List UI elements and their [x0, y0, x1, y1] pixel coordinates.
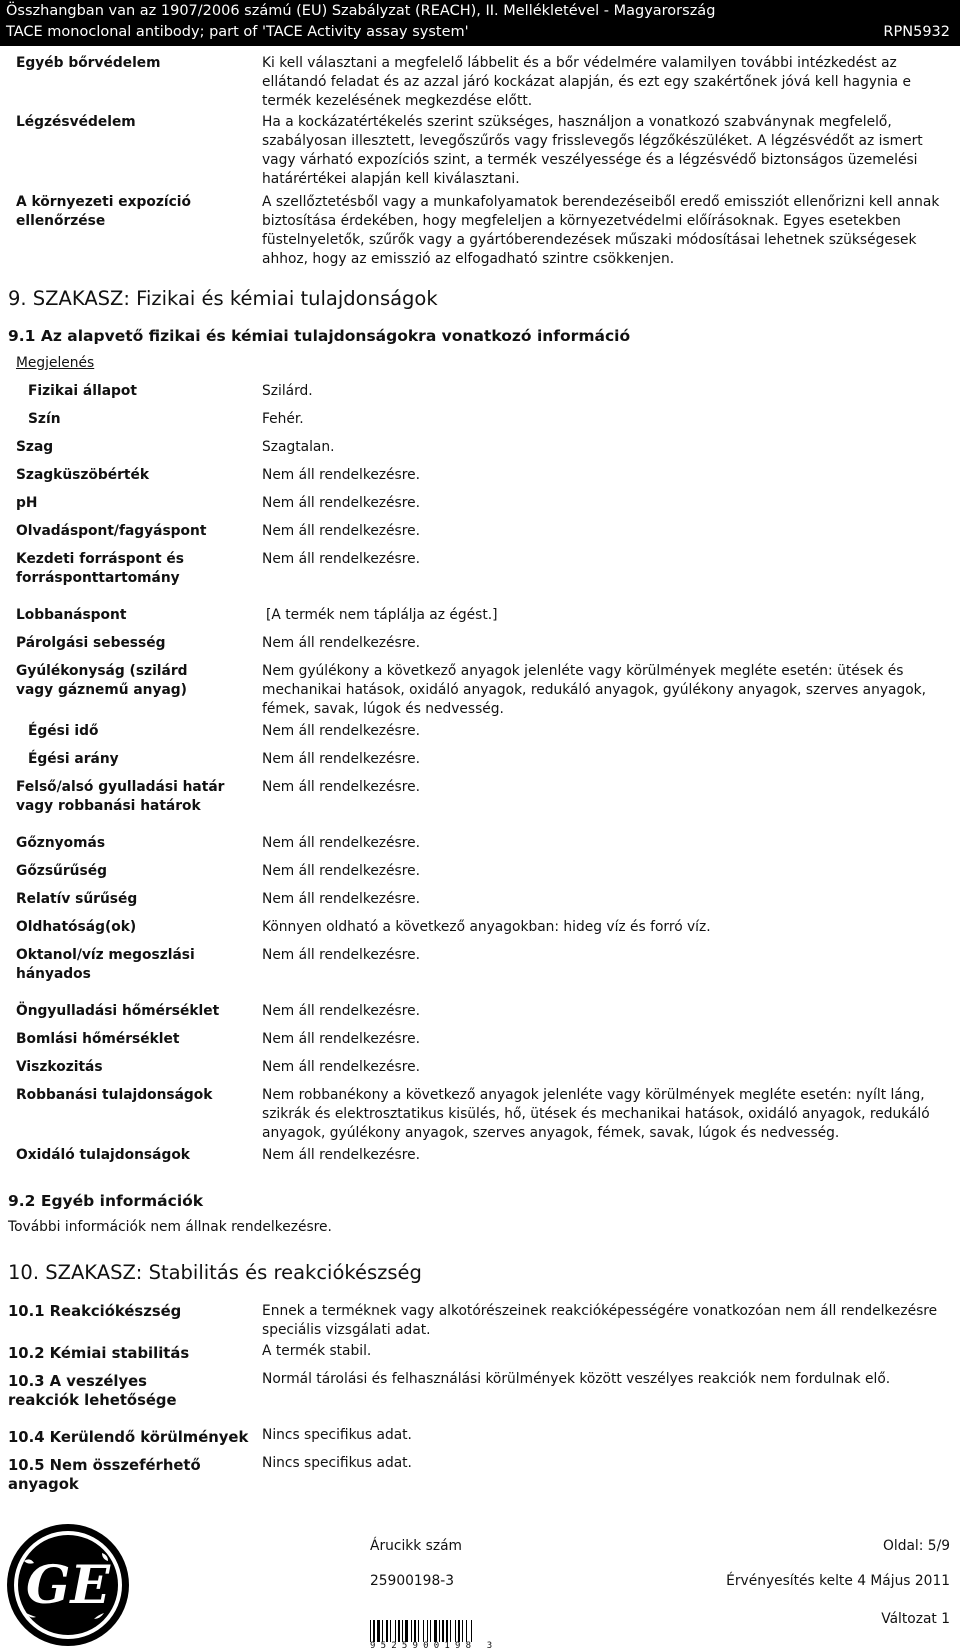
stability-value: Normál tárolási és felhasználási körülmények között veszélyes reakciók nem fordulnak elő. — [262, 1371, 891, 1387]
validity-date: Érvényesítés kelte 4 Május 2011 — [726, 1573, 950, 1589]
stability-label: 10.2 Kémiai stabilitás — [8, 1345, 190, 1362]
stability-label: 10.4 Kerülendő körülmények — [8, 1429, 249, 1446]
property-value: Nem áll rendelkezésre. — [262, 467, 420, 483]
stability-value: Nincs specifikus adat. — [262, 1427, 412, 1443]
stability-value: Nincs specifikus adat. — [262, 1455, 412, 1471]
property-value: Nem áll rendelkezésre. — [262, 1147, 420, 1163]
property-value: Nem áll rendelkezésre. — [262, 1003, 420, 1019]
property-label: Robbanási tulajdonságok — [16, 1087, 213, 1103]
respiratory-protection-label: Légzésvédelem — [16, 114, 136, 130]
property-label: Viszkozitás — [16, 1059, 103, 1075]
barcode-icon — [370, 1620, 510, 1642]
property-label: Öngyulladási hőmérséklet — [16, 1003, 220, 1019]
stability-label: 10.1 Reakciókészség — [8, 1303, 182, 1320]
property-value: Nem áll rendelkezésre. — [262, 891, 420, 907]
property-label: Fizikai állapot — [28, 383, 137, 399]
property-label: Gőzsűrűség — [16, 863, 107, 879]
property-value: Nem áll rendelkezésre. — [262, 835, 420, 851]
property-label: Felső/alsó gyulladási határ vagy robbanási határok — [16, 779, 225, 814]
property-label: Kezdeti forráspont és forrásponttartomány — [16, 551, 184, 586]
respiratory-protection-text: Ha a kockázatértékelés szerint szükséges, használjon a vonatkozó szabványnak megfelelő, szabályosan illesztett, levegőszűrős vagy frisslevegős légzőkészüléket. A légzésvédőt az ismert vagy várható expozíciós szint, a termék veszélyessége és a légzésvédő biztonságos üzemelési határértékei alapján kell kiválasztani. — [262, 114, 923, 187]
property-label: Olvadáspont/fagyáspont — [16, 523, 207, 539]
property-value: Szilárd. — [262, 383, 313, 399]
page-header — [0, 0, 960, 46]
property-value: [A termék nem táplálja az égést.] — [266, 607, 498, 623]
environmental-exposure-label: A környezeti expozíció ellenőrzése — [16, 194, 192, 229]
property-value: Nem robbanékony a következő anyagok jelenléte vagy körülmények megléte esetén: nyílt láng, szikrák és elektrosztatikus kisülés, hő, ütések és mechanikai hatások, oxidáló anyagok, redukáló anyagok, gyúlékony anyagok, szerves anyagok, fémek, savak, lúgok és nedvesség. — [262, 1087, 930, 1141]
property-label: Égési arány — [28, 751, 119, 767]
barcode-digits: 9525900198 3 — [370, 1641, 498, 1651]
property-label: Oldhatóság(ok) — [16, 919, 137, 935]
appearance-heading: Megjelenés — [16, 355, 95, 371]
product-code: RPN5932 — [883, 24, 950, 40]
version: Változat 1 — [881, 1611, 950, 1627]
property-value: Nem áll rendelkezésre. — [262, 751, 420, 767]
svg-text:GE: GE — [25, 1555, 111, 1616]
section-9-1-title: 9.1 Az alapvető fizikai és kémiai tulajdonságokra vonatkozó információ — [8, 327, 631, 345]
property-value: Fehér. — [262, 411, 304, 427]
property-value: Nem áll rendelkezésre. — [262, 635, 420, 651]
product-name: TACE monoclonal antibody; part of 'TACE Activity assay system' — [6, 24, 469, 40]
item-number: 25900198-3 — [370, 1573, 454, 1589]
skin-protection-text: Ki kell választani a megfelelő lábbelit és a bőr védelmére valamilyen további intézkedést az ellátandó feladat és az azzal járó kockázat alapján, és ezt egy szakértőnek jóvá kell hagynia e termék kezelésének megkezdése előtt. — [262, 55, 911, 109]
item-number-label: Árucikk szám — [370, 1538, 462, 1554]
property-value: Nem áll rendelkezésre. — [262, 523, 420, 539]
property-label: Oktanol/víz megoszlási hányados — [16, 947, 195, 982]
other-information-text: További információk nem állnak rendelkezésre. — [8, 1219, 332, 1235]
property-value: Nem gyúlékony a következő anyagok jelenléte vagy körülmények megléte esetén: ütések és mechanikai hatások, oxidáló anyagok, redukáló anyagok, gyúlékony anyagok, szerves anyagok, fémek, savak, lúgok és nedvesség. — [262, 663, 927, 717]
property-value: Nem áll rendelkezésre. — [262, 1031, 420, 1047]
property-label: Égési idő — [28, 723, 99, 739]
property-label: Lobbanáspont — [16, 607, 127, 623]
property-label: Szagküszöbérték — [16, 467, 150, 483]
property-value: Könnyen oldható a következő anyagokban: hideg víz és forró víz. — [262, 919, 711, 935]
property-label: Oxidáló tulajdonságok — [16, 1147, 190, 1163]
property-label: Gőznyomás — [16, 835, 106, 851]
stability-label: 10.3 A veszélyes reakciók lehetősége — [8, 1373, 177, 1409]
property-value: Nem áll rendelkezésre. — [262, 1059, 420, 1075]
property-label: pH — [16, 495, 38, 511]
page-number: Oldal: 5/9 — [883, 1538, 950, 1554]
page-footer — [0, 1510, 960, 1651]
property-label: Szín — [28, 411, 61, 427]
stability-value: Ennek a terméknek vagy alkotórészeinek reakcióképességére vonatkozóan nem áll rendelkezésre speciális vizsgálati adat. — [262, 1303, 938, 1338]
property-value: Nem áll rendelkezésre. — [262, 551, 420, 567]
stability-value: A termék stabil. — [262, 1343, 372, 1359]
property-label: Gyúlékonyság (szilárd vagy gáznemű anyag) — [16, 663, 188, 698]
property-value: Szagtalan. — [262, 439, 335, 455]
stability-label: 10.5 Nem összeférhető anyagok — [8, 1457, 201, 1493]
property-label: Relatív sűrűség — [16, 891, 138, 907]
property-value: Nem áll rendelkezésre. — [262, 779, 420, 795]
property-label: Párolgási sebesség — [16, 635, 166, 651]
section-10-title: 10. SZAKASZ: Stabilitás és reakciókészség — [8, 1261, 422, 1284]
property-label: Szag — [16, 439, 54, 455]
regulation-line: Összhangban van az 1907/2006 számú (EU) Szabályzat (REACH), II. Mellékletével - Magyarország — [6, 3, 716, 19]
section-9-2-title: 9.2 Egyéb információk — [8, 1192, 204, 1210]
property-label: Bomlási hőmérséklet — [16, 1031, 180, 1047]
environmental-exposure-text: A szellőztetésből vagy a munkafolyamatok berendezéseiből eredő emissziót ellenőrizni kell annak biztosítása érdekében, hogy megfeleljen a környezetvédelmi előírásoknak. Egyes esetekben füstelnyeletők, szűrők vagy a gyártóberendezések műszaki módosításai lehetnek szükségesek ahhoz, hogy az emisszió az elfogadható szintre csökkenjen. — [262, 194, 940, 267]
ge-logo-icon — [4, 1521, 132, 1649]
property-value: Nem áll rendelkezésre. — [262, 947, 420, 963]
property-value: Nem áll rendelkezésre. — [262, 723, 420, 739]
property-value: Nem áll rendelkezésre. — [262, 863, 420, 879]
section-9-title: 9. SZAKASZ: Fizikai és kémiai tulajdonságok — [8, 287, 438, 310]
property-value: Nem áll rendelkezésre. — [262, 495, 420, 511]
skin-protection-label: Egyéb bőrvédelem — [16, 55, 161, 71]
